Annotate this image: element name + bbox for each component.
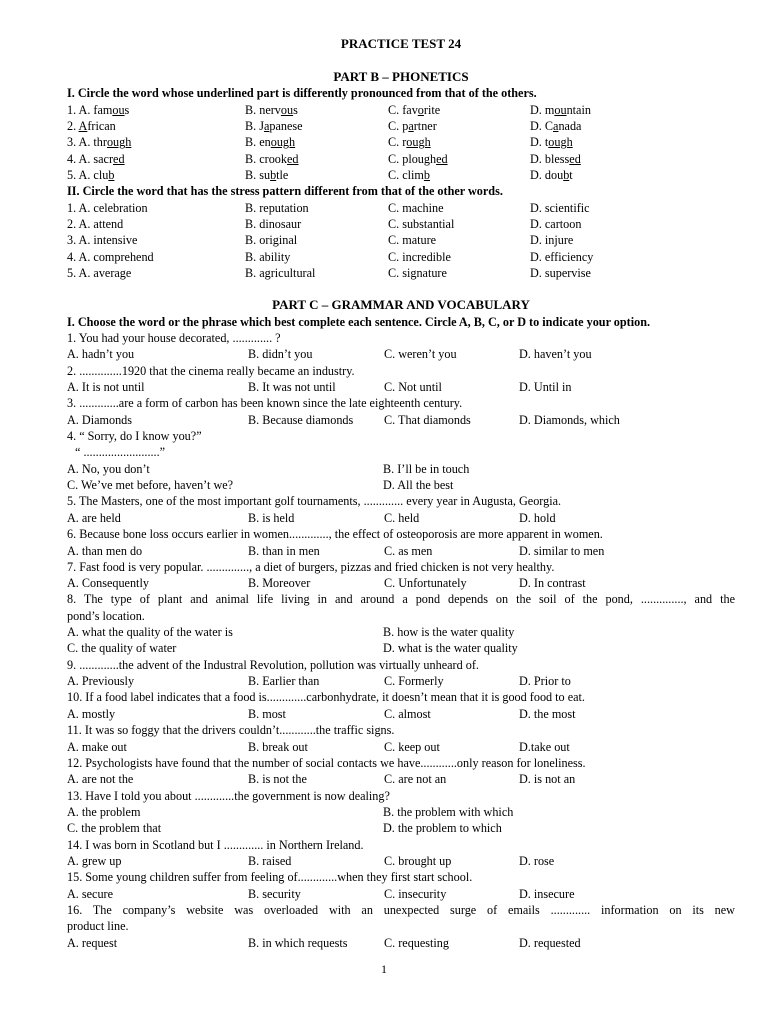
option-a[interactable]: A. request	[67, 936, 118, 950]
option-d[interactable]: D. Prior to	[519, 674, 571, 688]
option-b[interactable]	[245, 118, 303, 134]
word-part: B. nerv	[245, 103, 281, 117]
word-part: C. p	[388, 119, 409, 134]
phonetics-row	[67, 167, 735, 183]
word-part: s	[124, 103, 130, 117]
stress-row	[67, 216, 735, 232]
option-d[interactable]	[530, 167, 573, 183]
option-a[interactable]: A. the problem	[67, 805, 141, 819]
option-d[interactable]: D.take out	[519, 740, 570, 754]
option-b[interactable]: B. than in men	[248, 544, 320, 558]
option-d[interactable]: D. Diamonds, which	[519, 413, 620, 427]
options-row	[67, 510, 735, 526]
underlined-part: ou	[112, 103, 125, 117]
underlined-part: ed	[113, 151, 125, 166]
option-d[interactable]: D. what is the water quality	[383, 641, 518, 655]
underlined-part: ed	[569, 151, 581, 166]
stress-row	[67, 265, 735, 281]
option-a[interactable]: 3. A. intensive	[67, 233, 138, 248]
option-c[interactable]: C. insecurity	[384, 887, 447, 901]
option-b[interactable]: B. ability	[245, 249, 291, 264]
phonetics-row	[67, 151, 735, 167]
options-row	[67, 461, 735, 477]
option-a[interactable]	[67, 118, 116, 134]
option-d[interactable]: D. Until in	[519, 380, 572, 394]
options-row	[67, 739, 735, 755]
option-d[interactable]: D. haven’t you	[519, 347, 592, 361]
word-part: B. su	[245, 167, 271, 182]
option-b[interactable]: B. I’ll be in touch	[383, 462, 470, 476]
option-c[interactable]: C. the problem that	[67, 821, 162, 835]
word-part: 5. A. clu	[67, 167, 109, 182]
underlined-part: o	[417, 103, 424, 117]
options-row	[67, 624, 735, 640]
underlined-part: b	[563, 167, 570, 182]
option-b[interactable]: B. how is the water quality	[383, 625, 515, 639]
options-row	[67, 886, 735, 902]
question-text: 2. ..............1920 that the cinema really became an industry.	[67, 364, 355, 378]
underlined-part: a	[408, 119, 414, 134]
word-part: 2.	[67, 119, 79, 134]
options-row	[67, 346, 735, 362]
option-c[interactable]	[388, 102, 440, 118]
word-part: C. r	[388, 135, 407, 150]
word-part: panese	[269, 119, 303, 134]
options-row	[67, 640, 735, 656]
underlined-part: b	[423, 167, 430, 182]
option-c[interactable]: C. Not until	[384, 380, 442, 394]
stress-row	[67, 249, 735, 265]
options-row	[67, 935, 735, 951]
option-c[interactable]: C. requesting	[384, 936, 449, 950]
word-part: D. dou	[530, 167, 564, 182]
option-c[interactable]: C. are not an	[384, 772, 447, 786]
options-row	[67, 771, 735, 787]
option-d[interactable]: D. the problem to which	[383, 821, 502, 835]
option-a[interactable]: A. what the quality of the water is	[67, 625, 233, 639]
word-part: D. C	[530, 119, 554, 134]
word-part: C. plough	[388, 151, 437, 166]
underlined-part: a	[553, 119, 559, 134]
option-d[interactable]: D. hold	[519, 511, 556, 525]
stress-row	[67, 200, 735, 216]
word-part: B. J	[245, 119, 264, 134]
question-text: 10. If a food label indicates that a food is.............carbonhydrate, it doesn’t mean that it is good food to eat.	[67, 690, 585, 704]
option-a[interactable]: A. are not the	[67, 772, 134, 786]
stress-row	[67, 232, 735, 248]
grammar-instruction: I. Choose the word or the phrase which best complete each sentence. Circle A, B, C, or D to indicate your option.	[67, 315, 651, 329]
option-a[interactable]: 1. A. celebration	[67, 201, 148, 215]
phonetics-row	[67, 118, 735, 134]
option-a[interactable]: A. It is not until	[67, 380, 145, 394]
option-b[interactable]: B. reputation	[245, 201, 309, 215]
option-b[interactable]	[245, 134, 295, 150]
option-a[interactable]: A. than men do	[67, 544, 143, 558]
option-c[interactable]: C. We’ve met before, haven’t we?	[67, 478, 234, 492]
word-part: B. crook	[245, 151, 287, 166]
option-a[interactable]	[67, 102, 129, 118]
option-a[interactable]	[67, 134, 131, 150]
option-c[interactable]: C. signature	[388, 265, 447, 280]
option-d[interactable]: D. cartoon	[530, 217, 582, 232]
question-text: 1. You had your house decorated, ............. ?	[67, 331, 281, 345]
options-row	[67, 477, 735, 493]
option-d[interactable]	[530, 134, 573, 150]
option-c[interactable]	[388, 167, 430, 183]
question-text-cont: product line.	[67, 919, 129, 933]
option-d[interactable]: D. rose	[519, 854, 555, 868]
underlined-part: A	[78, 119, 88, 134]
options-row	[67, 804, 735, 820]
question-text: 7. Fast food is very popular. .............., a diet of burgers, pizzas and fried chicken is not very healthy.	[67, 560, 555, 574]
option-d[interactable]: D. similar to men	[519, 544, 605, 558]
option-c[interactable]: C. Formerly	[384, 674, 444, 688]
option-d[interactable]: D. All the best	[383, 478, 454, 492]
question-text: 13. Have I told you about .............the government is now dealing?	[67, 789, 390, 803]
word-part: t	[569, 167, 573, 182]
question-text: 8. The type of plant and animal life living in and around a pond depends on the soil of the pond, .............., and the	[67, 592, 735, 606]
option-b[interactable]	[245, 151, 299, 167]
question-text-cont: “ .........................”	[75, 445, 166, 459]
option-d[interactable]: D. insecure	[519, 887, 575, 901]
option-a[interactable]: 2. A. attend	[67, 217, 124, 232]
option-d[interactable]: D. In contrast	[519, 576, 586, 590]
option-c[interactable]: C. the quality of water	[67, 641, 177, 655]
word-part: 4. A. sacr	[67, 151, 114, 166]
option-a[interactable]: A. Consequently	[67, 576, 149, 590]
option-b[interactable]: B. in which requests	[248, 936, 348, 950]
option-b[interactable]	[245, 102, 298, 118]
option-a[interactable]	[67, 151, 125, 167]
options-row	[67, 543, 735, 559]
option-d[interactable]: D. scientific	[530, 201, 590, 215]
option-a[interactable]: A. are held	[67, 511, 121, 525]
question-text: 5. The Masters, one of the most important golf tournaments, ............. every year in Augusta, Georgia.	[67, 494, 562, 508]
word-part: B. en	[245, 135, 271, 150]
question-text: 6. Because bone loss occurs earlier in women............., the effect of osteoporosis are more apparent in women.	[67, 527, 603, 541]
option-c[interactable]: C. incredible	[388, 249, 451, 264]
question-text: 3. .............are a form of carbon has been known since the late eighteenth century.	[67, 396, 463, 410]
underlined-part: ou	[554, 103, 567, 117]
part-b-heading: PART B – PHONETICS	[333, 69, 469, 84]
question-text: 14. I was born in Scotland but I ............. in Northern Ireland.	[67, 838, 364, 852]
option-d[interactable]: D. efficiency	[530, 249, 594, 264]
phonetics-instruction-1: I. Circle the word whose underlined part is differently pronounced from that of the others.	[67, 86, 537, 100]
word-part: rite	[423, 103, 441, 117]
option-a[interactable]: 4. A. comprehend	[67, 249, 154, 264]
option-c[interactable]: C. substantial	[388, 217, 455, 232]
option-a[interactable]: A. grew up	[67, 854, 122, 868]
question-text-cont: pond’s location.	[67, 609, 145, 623]
option-c[interactable]: C. held	[384, 511, 420, 525]
option-b[interactable]: B. is not the	[248, 772, 307, 786]
option-b[interactable]: B. original	[245, 233, 298, 248]
option-a[interactable]: A. secure	[67, 887, 114, 901]
option-a[interactable]: A. make out	[67, 740, 127, 754]
question-text: 4. “ Sorry, do I know you?”	[67, 429, 202, 443]
option-c[interactable]: C. Unfortunately	[384, 576, 467, 590]
option-b[interactable]	[245, 167, 288, 183]
option-b[interactable]: B. Because diamonds	[248, 413, 354, 427]
phonetics-row	[67, 134, 735, 150]
underlined-part: a	[263, 119, 270, 134]
word-part: D. bless	[530, 151, 570, 166]
phonetics-row	[67, 102, 735, 118]
option-b[interactable]: B. break out	[248, 740, 308, 754]
option-a[interactable]	[67, 167, 114, 183]
option-c[interactable]: C. That diamonds	[384, 413, 471, 427]
underlined-part: ou	[280, 103, 294, 117]
underlined-part: ough	[270, 135, 296, 150]
option-b[interactable]: B. is held	[248, 511, 295, 525]
page-title: PRACTICE TEST 24	[340, 36, 462, 51]
option-a[interactable]: A. No, you don’t	[67, 462, 150, 476]
page-number: 1	[381, 962, 387, 976]
option-b[interactable]: B. dinosaur	[245, 217, 302, 232]
word-part: D. m	[530, 103, 555, 117]
option-d[interactable]	[530, 151, 581, 167]
word-part: C. clim	[388, 167, 424, 182]
option-d[interactable]: D. requested	[519, 936, 581, 950]
word-part: 3. A. thr	[67, 135, 107, 150]
word-part: rtner	[413, 119, 437, 134]
part-c-heading: PART C – GRAMMAR AND VOCABULARY	[272, 297, 530, 312]
option-a[interactable]: A. mostly	[67, 707, 116, 721]
option-c[interactable]: C. keep out	[384, 740, 440, 754]
option-c[interactable]: C. as men	[384, 544, 433, 558]
option-d[interactable]: D. supervise	[530, 265, 591, 280]
word-part: s	[293, 103, 298, 117]
option-b[interactable]: B. agricultural	[245, 265, 316, 280]
option-c[interactable]	[388, 118, 437, 134]
underlined-part: ough	[406, 135, 431, 150]
word-part: tle	[276, 167, 289, 182]
phonetics-instruction-2: II. Circle the word that has the stress pattern different from that of the other words.	[67, 184, 503, 198]
underlined-part: ed	[286, 151, 299, 166]
word-part: D. t	[530, 135, 549, 150]
option-c[interactable]	[388, 151, 448, 167]
option-a[interactable]: 5. A. average	[67, 265, 132, 280]
question-text: 9. .............the advent of the Industral Revolution, pollution was virtually unheard of.	[67, 658, 479, 672]
option-d[interactable]	[530, 102, 591, 118]
option-c[interactable]: C. mature	[388, 233, 437, 248]
option-b[interactable]: B. didn’t you	[248, 347, 313, 361]
option-c[interactable]	[388, 134, 431, 150]
option-d[interactable]: D. injure	[530, 233, 574, 248]
option-b[interactable]: B. security	[248, 887, 301, 901]
option-b[interactable]: B. Moreover	[248, 576, 311, 590]
underlined-part: b	[108, 167, 115, 182]
options-row	[67, 379, 735, 395]
option-c[interactable]: C. machine	[388, 201, 444, 215]
option-c[interactable]: C. weren’t you	[384, 347, 457, 361]
underlined-part: ough	[106, 135, 132, 150]
options-row	[67, 673, 735, 689]
option-a[interactable]: A. Previously	[67, 674, 135, 688]
options-row	[67, 575, 735, 591]
word-part: C. fav	[388, 103, 418, 117]
option-c[interactable]: C. almost	[384, 707, 431, 721]
option-b[interactable]: B. the problem with which	[383, 805, 514, 819]
option-a[interactable]: A. Diamonds	[67, 413, 132, 427]
option-b[interactable]: B. raised	[248, 854, 292, 868]
option-c[interactable]: C. brought up	[384, 854, 452, 868]
option-a[interactable]: A. hadn’t you	[67, 347, 135, 361]
underlined-part: ed	[436, 151, 448, 166]
option-b[interactable]: B. It was not until	[248, 380, 336, 394]
underlined-part: ough	[548, 135, 573, 150]
option-d[interactable]	[530, 118, 581, 134]
option-d[interactable]: D. the most	[519, 707, 576, 721]
word-part: 1. A. fam	[67, 103, 113, 117]
question-text: 16. The company’s website was overloaded with an unexpected surge of emails ............. information on its new	[67, 903, 735, 917]
option-d[interactable]: D. is not an	[519, 772, 576, 786]
word-part: nada	[558, 119, 582, 134]
options-row	[67, 706, 735, 722]
options-row	[67, 412, 735, 428]
word-part: ntain	[566, 103, 591, 117]
option-b[interactable]: B. most	[248, 707, 286, 721]
question-text: 15. Some young children suffer from feeling of.............when they first start school.	[67, 870, 473, 884]
question-text: 12. Psychologists have found that the number of social contacts we have............only reason for loneliness.	[67, 756, 586, 770]
options-row	[67, 820, 735, 836]
underlined-part: b	[270, 167, 277, 182]
options-row	[67, 853, 735, 869]
option-b[interactable]: B. Earlier than	[248, 674, 320, 688]
question-text: 11. It was so foggy that the drivers couldn’t............the traffic signs.	[67, 723, 395, 737]
word-part: frican	[87, 119, 116, 134]
